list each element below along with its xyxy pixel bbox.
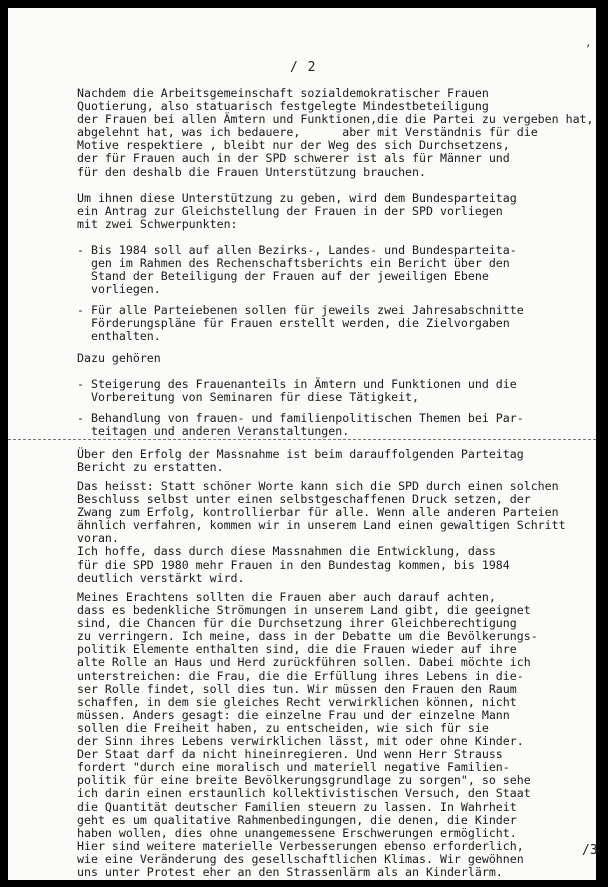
list-item-bericht: - Bis 1984 soll auf allen Bezirks-, Landes- und Bundesparteita- gen im Rahmen des Rechenschaftsberichts ein Bericht über den Stand der Beteiligung der Frauen auf der jeweiligen Ebene vorliegen. [77,243,517,297]
document-page [8,8,596,880]
list-item-foerderungsplaene: - Für alle Parteiebenen sollen für jeweils zwei Jahresabschnitte Förderungspläne für Frauen erstellt werden, die Zielvorgaben enthalten. [77,303,524,344]
paste-seam [8,439,596,440]
paragraph-erfolg: Über den Erfolg der Massnahme ist beim darauffolgenden Parteitag Bericht zu erstatten. [77,447,524,475]
corner-mark: ’ [585,44,592,55]
paragraph-dazu-gehoeren: Dazu gehören [77,351,161,365]
next-page-marker: /3 [582,843,598,858]
list-item-themen: - Behandlung von frauen- und familienpolitischen Themen bei Par- teitagen und anderen Veranstaltungen. [77,411,524,439]
list-item-frauenanteil: - Steigerung des Frauenanteils in Ämtern und Funktionen und die Vorbereitung von Seminaren für diese Tätigkeit, [77,377,517,405]
page-number: / 2 [290,60,317,75]
paragraph-das-heisst: Das heisst: Statt schöner Worte kann sich die SPD durch einen solchen Beschluss selbst unter einen selbstgeschaffenen Druck setzen, der Zwang zum Erfolg, kontrollierbar für alle. Wenn alle anderen Parteien ähnlich verfahren, kommen wir in unserem Land einen gewaltigen Schritt voran. Ich hoffe, dass durch diese Massnahmen die Entwicklung, dass für die SPD 1980 mehr Frauen in den Bundestag kommen, bis 1984 deutlich verstärkt wird. [77,479,566,585]
paragraph-quotierung: Nachdem die Arbeitsgemeinschaft sozialdemokratischer Frauen Quotierung, also statuarisch festgelegte Mindestbeteiligung der Frauen bei allen Ämtern und Funktionen,die die Partei zu vergeben hat, abgelehnt hat, was ich bedauere, aber mit Verständnis für die Motive respektiere , bleibt nur der Weg des sich Durchsetzens, der für Frauen auch in der SPD schwerer ist als für Männer und für den deshalb die Frauen Unterstützung brauchen. [77,86,594,179]
paragraph-antrag: Um ihnen diese Unterstützung zu geben, wird dem Bundesparteitag ein Antrag zur Gleichstellung der Frauen in der SPD vorliegen mit zwei Schwerpunkten: [77,191,517,232]
paragraph-meines-erachtens: Meines Erachtens sollten die Frauen aber auch darauf achten, dass es bedenkliche Strömungen in unserem Land gibt, die geeignet sind, die Chancen für die Durchsetzung ihrer Gleichberechtigung zu verringern. Ich meine, dass in der Debatte um die Bevölkerungs- politik Elemente enthalten sind, die die Frauen wieder auf ihre alte Rolle an Haus und Herd zurückführen sollen. Dabei möchte ich unterstreichen: die Frau, die die Erfüllung ihres Lebens in die- ser Rolle findet, soll dies tun. Wir müssen den Frauen den Raum schaffen, in dem sie gleiches Recht verwirklichen können, nicht müssen. Anders gesagt: die einzelne Frau und der einzelne Mann sollen die Freiheit haben, zu entscheiden, wie sich für sie der Sinn ihres Lebens verwirklichen lässt, mit oder ohne Kinder. Der Staat darf da nicht hineinregieren. Und wenn Herr Strauss fordert "durch eine moralisch und materiell negative Familien- politik für eine breite Bevölkerungsgrundlage zu sorgen", so sehe ich darin einen erstaunlich kollektivistischen Versuch, den Staat die Quantität deutscher Familien steuern zu lassen. In Wahrheit geht es um qualitative Rahmenbedingungen, die denen, die Kinder haben wollen, dies ohne unangemessene Erschwerungen ermöglicht. Hier sind weitere materielle Verbesserungen ebenso erforderlich, wie eine Veränderung des gesellschaftlichen Klimas. Wir gewöhnen uns unter Protest eher an den Strassenlärm als an Kinderlärm. [77,590,538,879]
